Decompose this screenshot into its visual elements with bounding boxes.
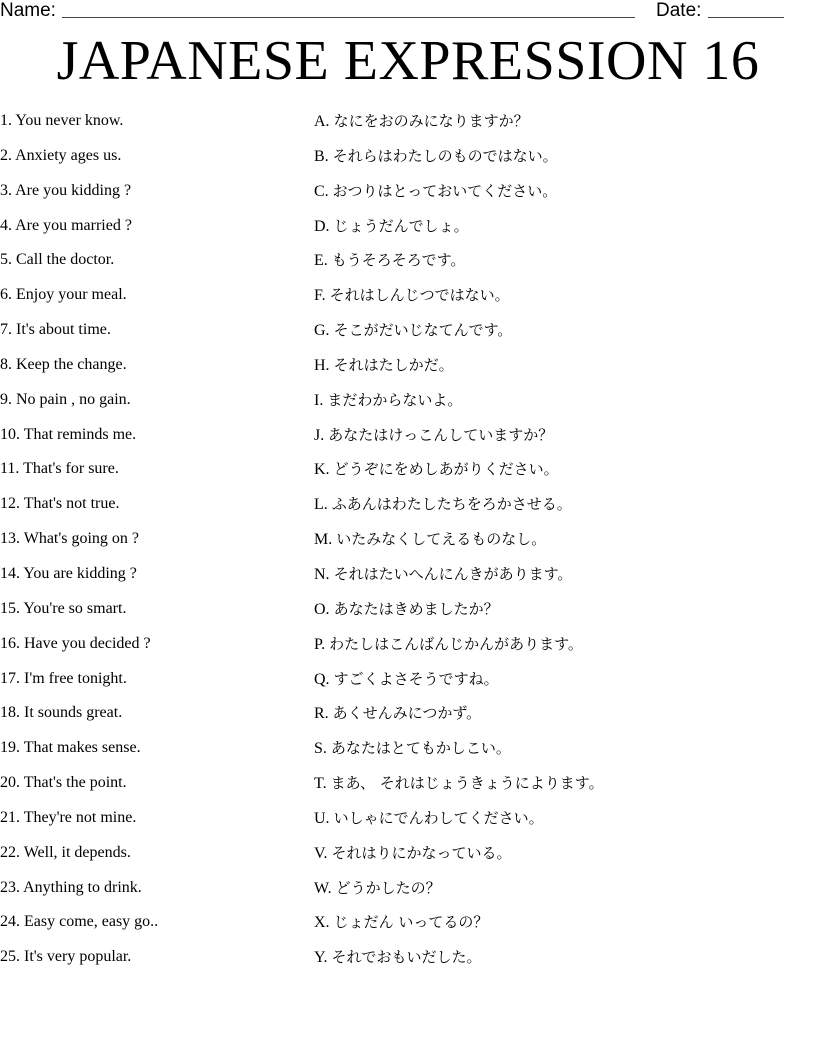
answer-text: あなたはけっこんしていますか？ xyxy=(328,425,554,444)
question-item: 14. You are kidding ? xyxy=(0,564,137,582)
answer-letter: F. xyxy=(314,287,326,305)
answer-letter: N. xyxy=(314,565,330,583)
answer-letter: G. xyxy=(314,322,330,340)
answer-item xyxy=(314,731,814,766)
answer-text: あなたはとてもかしこい。 xyxy=(330,739,511,758)
answer-letter: L. xyxy=(314,496,328,514)
answer-letter: X. xyxy=(314,914,330,932)
answer-item xyxy=(314,871,814,906)
answer-letter: U. xyxy=(314,809,330,827)
answer-letter: H. xyxy=(314,356,330,374)
question-item: 11. That's for sure. xyxy=(0,460,119,478)
question-item: 23. Anything to drink. xyxy=(0,878,142,896)
answer-letter: S. xyxy=(314,740,327,758)
answer-letter: E. xyxy=(314,252,328,270)
answer-text: それでおもいだした。 xyxy=(331,948,482,967)
answer-item xyxy=(314,801,814,836)
answer-item xyxy=(314,452,814,487)
header-row xyxy=(0,0,816,26)
answer-letter: B. xyxy=(314,147,329,165)
answer-item xyxy=(314,418,814,453)
answer-letter: O. xyxy=(314,600,330,618)
date-label: Date: xyxy=(656,0,702,21)
answer-text: あくせんみにつかず。 xyxy=(332,704,482,723)
answer-letter: K. xyxy=(314,461,330,479)
question-item: 1. You never know. xyxy=(0,112,124,129)
answer-letter: I. xyxy=(314,391,324,409)
answer-text: もうそろそろです。 xyxy=(331,251,466,270)
question-item: 4. Are you married ? xyxy=(0,216,132,234)
question-item: 22. Well, it depends. xyxy=(0,843,131,861)
question-item: 6. Enjoy your meal. xyxy=(0,286,127,304)
answer-text: それはりにかなっている。 xyxy=(331,843,512,862)
answer-item xyxy=(314,662,814,697)
answer-item xyxy=(314,940,814,975)
answer-text: すごくよさそうですね。 xyxy=(333,669,499,688)
answer-text: ふあんはわたしたちをろかさせる。 xyxy=(331,495,572,514)
answer-item xyxy=(314,766,814,801)
question-item: 17. I'm free tonight. xyxy=(0,669,127,687)
question-item: 15. You're so smart. xyxy=(0,599,127,617)
answer-item xyxy=(314,557,814,592)
question-item: 8. Keep the change. xyxy=(0,355,127,373)
answer-letter: P. xyxy=(314,635,326,653)
answer-text: なにをおのみになりますか？ xyxy=(333,112,529,130)
answer-item xyxy=(314,627,814,662)
questions-list xyxy=(0,104,300,975)
answer-text: それはたいへんにんきがあります。 xyxy=(333,564,573,583)
answer-letter: A. xyxy=(314,113,330,130)
answer-text: わたしはこんばんじかんがあります。 xyxy=(329,634,583,653)
answer-letter: R. xyxy=(314,705,329,723)
answer-text: まだわからないよ。 xyxy=(327,390,463,409)
answer-text: あなたはきめましたか？ xyxy=(333,599,499,618)
name-label: Name: xyxy=(0,0,56,21)
question-item: 21. They're not mine. xyxy=(0,808,137,826)
answer-letter: T. xyxy=(314,775,327,793)
answer-item xyxy=(314,174,814,209)
date-blank-line xyxy=(708,17,784,18)
answer-text: じょうだんでしょ。 xyxy=(333,216,469,235)
question-item: 12. That's not true. xyxy=(0,495,120,513)
answer-letter: M. xyxy=(314,531,333,549)
answer-letter: D. xyxy=(314,217,330,235)
question-item: 3. Are you kidding ? xyxy=(0,181,132,199)
question-item: 5. Call the doctor. xyxy=(0,251,115,269)
answer-letter: C. xyxy=(314,182,329,200)
answer-text: それらはわたしのものではない。 xyxy=(332,146,558,165)
answer-item xyxy=(314,383,814,418)
question-item: 10. That reminds me. xyxy=(0,425,137,443)
answer-text: どうかしたの？ xyxy=(335,878,441,897)
answer-item xyxy=(314,139,814,174)
question-item: 2. Anxiety ages us. xyxy=(0,146,122,164)
answer-item xyxy=(314,348,814,383)
answer-item xyxy=(314,313,814,348)
answer-item xyxy=(314,278,814,313)
answer-item xyxy=(314,836,814,871)
question-item: 16. Have you decided ? xyxy=(0,634,151,652)
answer-letter: W. xyxy=(314,879,332,897)
answers-list xyxy=(314,104,814,975)
answer-item xyxy=(314,696,814,731)
answer-item xyxy=(314,905,814,940)
answer-text: じょだん いってるの？ xyxy=(333,913,489,932)
answer-item xyxy=(314,592,814,627)
question-item: 19. That makes sense. xyxy=(0,739,141,757)
answer-item xyxy=(314,243,814,278)
answer-text: いたみなくしてえるものなし。 xyxy=(336,530,547,549)
answer-text: そこがだいじなてんです。 xyxy=(333,321,513,340)
answer-letter: Y. xyxy=(314,949,328,967)
question-item: 25. It's very popular. xyxy=(0,948,132,966)
answer-letter: J. xyxy=(314,426,325,444)
question-item: 20. That's the point. xyxy=(0,774,127,792)
question-item: 24. Easy come, easy go.. xyxy=(0,913,159,931)
question-item: 18. It sounds great. xyxy=(0,704,123,722)
question-item: 13. What's going on ? xyxy=(0,530,140,548)
answer-text: おつりはとっておいてください。 xyxy=(332,181,558,200)
answer-item xyxy=(314,209,814,244)
name-blank-line xyxy=(62,17,635,18)
answer-text: いしゃにでんわしてください。 xyxy=(333,808,544,827)
answer-letter: Q. xyxy=(314,670,330,688)
answer-text: どうぞにをめしあがりください。 xyxy=(333,460,559,479)
answer-letter: V. xyxy=(314,844,328,862)
answer-text: それはたしかだ。 xyxy=(333,355,454,374)
answer-item xyxy=(314,487,814,522)
answer-item xyxy=(314,522,814,557)
answer-text: まあ、 それはじょうきょうによります。 xyxy=(330,774,604,793)
question-item: 7. It's about time. xyxy=(0,321,111,339)
answer-item xyxy=(314,104,814,139)
page-title: JAPANESE EXPRESSION 16 xyxy=(56,30,760,92)
answer-text: それはしんじつではない。 xyxy=(329,286,510,305)
question-item: 9. No pain , no gain. xyxy=(0,390,131,408)
